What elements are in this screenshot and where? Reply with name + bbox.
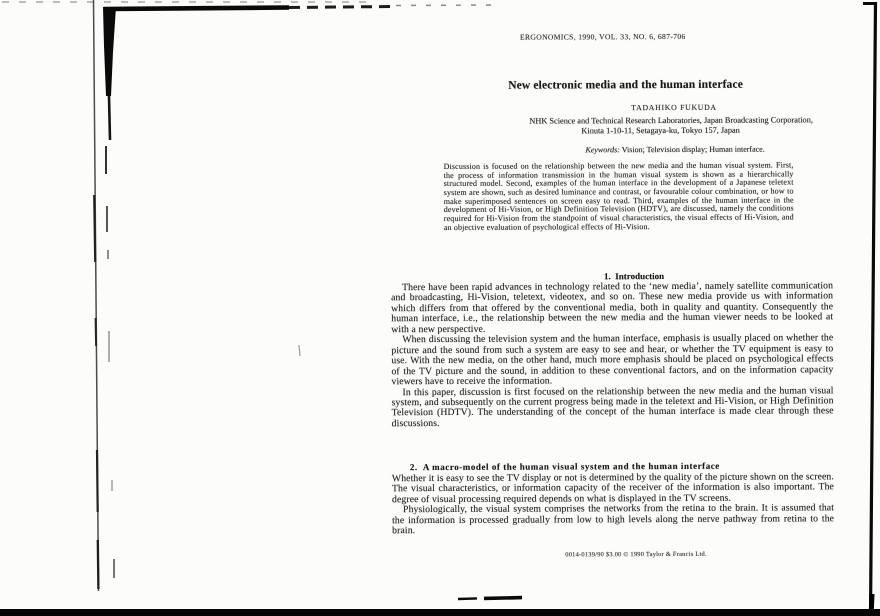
keywords-text: Vision; Television display; Human interface.	[619, 144, 765, 155]
paragraph: Physiologically, the visual system comprises the networks from the retina to the brain. It is assumed that the information is processed gradually from low to high levels along the nerve pathway from retina to the brain.	[392, 502, 835, 537]
affiliation-line-2: Kinuta 1-10-11, Setagaya-ku, Tokyo 157, Japan	[581, 125, 740, 136]
paragraph: In this paper, discussion is first focused on the relationship between the new media and the human visual system, and subsequently on the current progress being made in the teletext and Hi-Vision, or High Definition Television (HDTV). The understanding of the concept of the human interface is made clear through these discussions.	[391, 384, 834, 430]
author-name: TADAHIKO FUKUDA	[631, 102, 717, 113]
paragraph: When discussing the television system and the human interface, emphasis is usually placed on whether the picture and the sound from such a system are easy to see and hear, or whether the TV equipment is easy to use. With the new media, on the other hand, much more emphasis should be placed on psychological effects of the TV picture and the sound, in addition to these conventional factors, and on the information capacity viewers have to receive the information.	[391, 332, 834, 388]
section-2-body	[392, 472, 834, 537]
paragraph: There have been rapid advances in technology related to the ‘new media’, namely satellite communication and broadcasting, Hi-Vision, teletext, videotex, and so on. These new media provide us with information which differs from that offered by the conventional media, both in quality and quantity. Consequently the human interface, i.e., the relationship between the new media and the human viewer needs to be looked at with a new perspective.	[391, 280, 834, 336]
journal-header: ERGONOMICS, 1990, VOL. 33, NO. 6, 687-706	[519, 31, 686, 42]
section-2-heading: 2. A macro-model of the human visual system and the human interface	[409, 460, 720, 473]
keywords-label: Keywords:	[585, 145, 620, 155]
page-title: New electronic media and the human interface	[508, 77, 743, 92]
paragraph: Whether it is easy to see the TV display or not is determined by the quality of the picture shown on the screen. The visual characteristics, or information capacity of the receiver of the information is also important. The degree of visual processing required depends on what is displayed in the TV screens.	[391, 471, 834, 506]
section-1-body	[391, 281, 834, 429]
affiliation-line-1: NHK Science and Technical Research Laboratories, Japan Broadcasting Corporation,	[529, 115, 813, 126]
abstract-text: Discussion is focused on the relationship between the new media and the human visual system. First, the process of information transmission in the human visual system is shown as a hierarchically structured model. Second, examples of the human interface in the development of a Japanese teletext system are shown, such as desired luminance and contrast, or favourable colour combination, or how to make superimposed sentences on screen easy to read. Third, examples of the human interface in the development of Hi-Vision, or High Definition Television (HDTV), are discussed, namely the conditions required for Hi-Vision from the standpoint of visual characteristics, the visual effects of Hi-Vision, and an objective evaluation of psychological effects of Hi-Vision.	[443, 160, 794, 232]
footer-copyright: 0014-0139/90 $3.00 © 1990 Taylor & Francis Ltd.	[565, 550, 707, 559]
keywords-line	[585, 145, 764, 155]
section-1-heading: 1. Introduction	[604, 271, 665, 282]
